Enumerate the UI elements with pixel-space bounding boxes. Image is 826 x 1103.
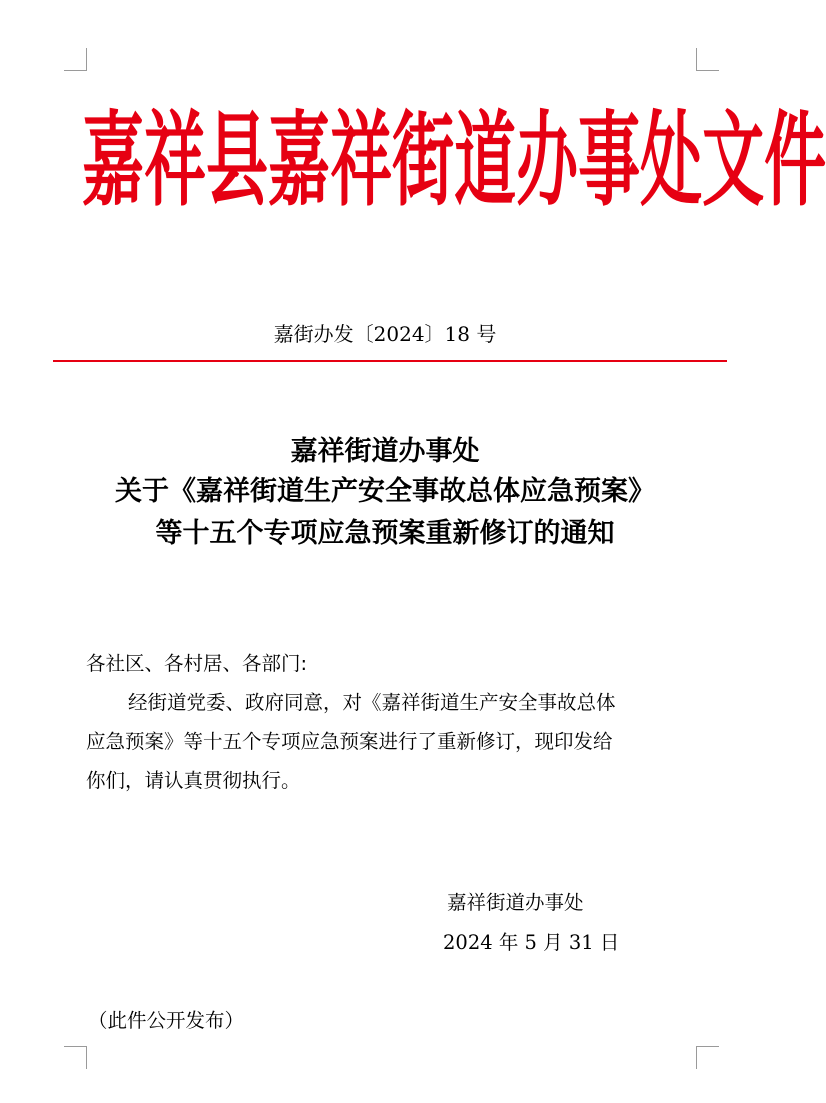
masthead-char: 办 bbox=[516, 99, 579, 220]
title-line-3: 等十五个专项应急预案重新修订的通知 bbox=[155, 518, 615, 549]
signature-date: 2024 年 5 月 31 日 bbox=[443, 931, 620, 954]
publication-note: （此件公开发布） bbox=[88, 1009, 245, 1032]
masthead-char: 事 bbox=[578, 99, 641, 220]
crop-mark-top-right bbox=[696, 48, 719, 71]
red-separator-line bbox=[53, 360, 727, 362]
body-paragraph-line-2: 应急预案》等十五个专项应急预案进行了重新修订，现印发给 bbox=[86, 730, 613, 753]
document-masthead bbox=[82, 98, 826, 223]
crop-mark-bottom-right bbox=[696, 1046, 719, 1069]
masthead-char: 嘉 bbox=[268, 99, 331, 220]
crop-mark-bottom-left bbox=[64, 1046, 87, 1069]
masthead-char: 县 bbox=[206, 99, 269, 220]
crop-mark-top-left bbox=[64, 48, 87, 71]
masthead-char: 文 bbox=[702, 99, 765, 220]
signature-organization: 嘉祥街道办事处 bbox=[447, 891, 584, 914]
document-number: 嘉街办发〔2024〕18 号 bbox=[273, 322, 497, 346]
salutation: 各社区、各村居、各部门: bbox=[86, 652, 308, 675]
masthead-char: 件 bbox=[764, 99, 826, 220]
body-paragraph-line-1: 经街道党委、政府同意，对《嘉祥街道生产安全事故总体 bbox=[128, 691, 616, 714]
masthead-char: 祥 bbox=[330, 99, 393, 220]
body-paragraph-line-3: 你们，请认真贯彻执行。 bbox=[86, 769, 301, 792]
masthead-char: 祥 bbox=[144, 99, 207, 220]
title-line-2: 关于《嘉祥街道生产安全事故总体应急预案》 bbox=[115, 476, 655, 507]
masthead-char: 嘉 bbox=[82, 99, 145, 220]
title-line-1: 嘉祥街道办事处 bbox=[290, 436, 480, 467]
masthead-char: 道 bbox=[454, 99, 517, 220]
masthead-char: 处 bbox=[640, 99, 703, 220]
masthead-char: 街 bbox=[392, 99, 455, 220]
